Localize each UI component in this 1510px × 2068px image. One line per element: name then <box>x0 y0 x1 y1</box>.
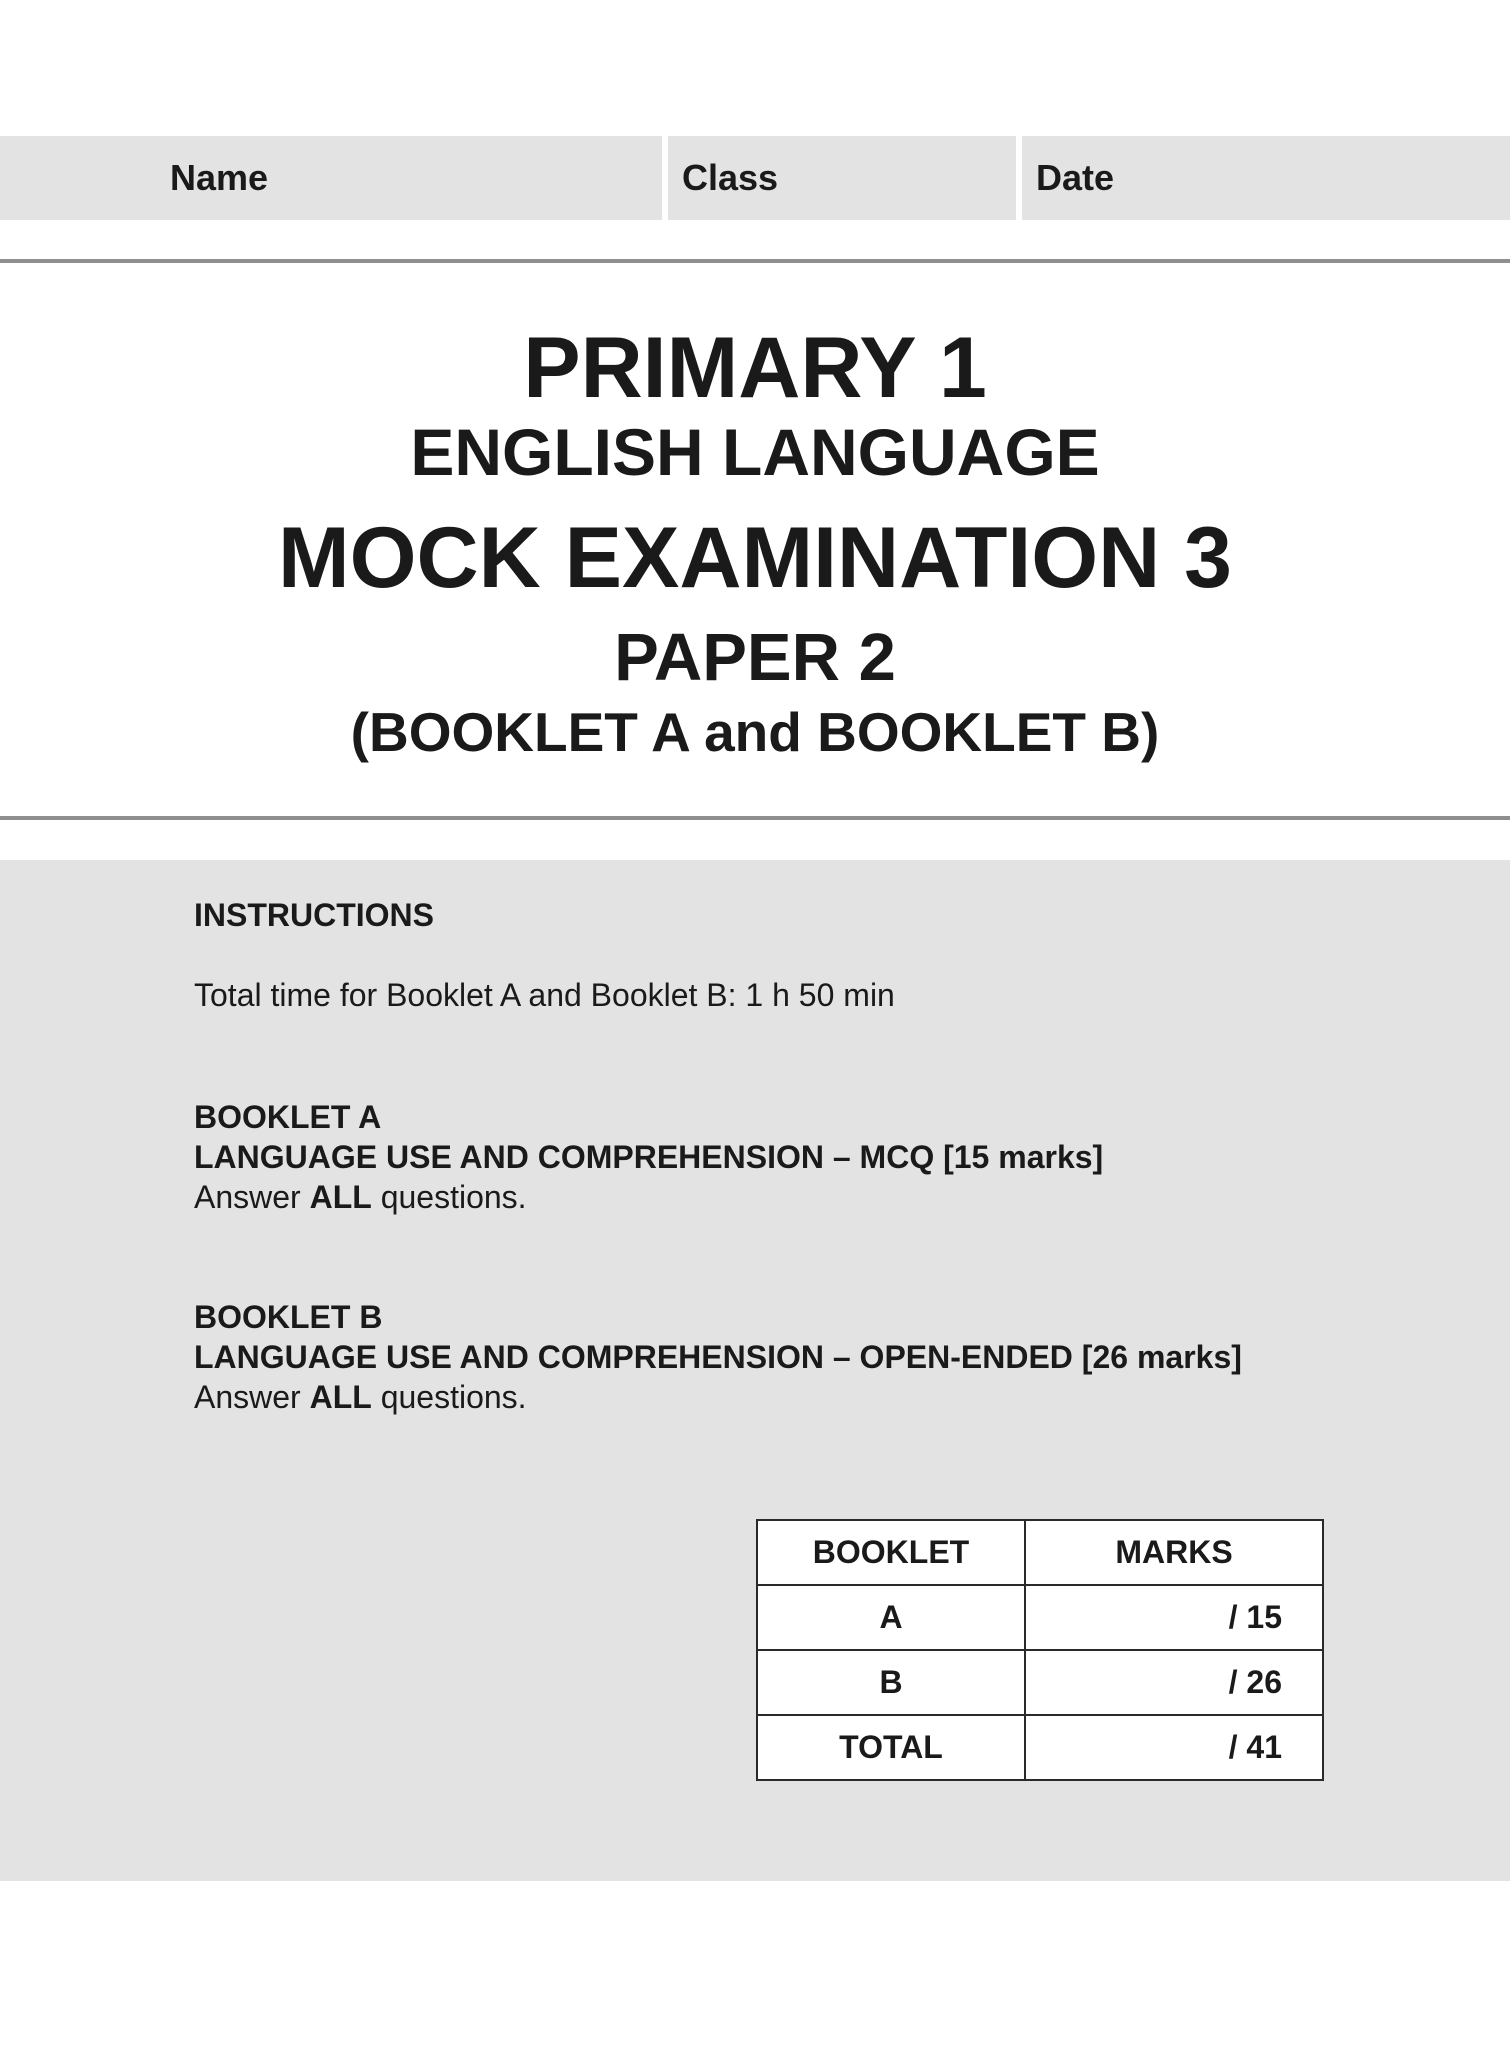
date-field[interactable] <box>1022 136 1510 220</box>
header-marks: MARKS <box>1025 1520 1323 1585</box>
name-label: Name <box>170 157 269 198</box>
booklet-b-answer-instruction <box>194 1377 527 1417</box>
marks-cell[interactable]: / 41 <box>1025 1715 1323 1780</box>
marks-cell[interactable]: / 15 <box>1025 1585 1323 1650</box>
date-label: Date <box>1036 157 1115 198</box>
answer-prefix: Answer <box>194 1179 310 1215</box>
header-booklet: BOOKLET <box>757 1520 1025 1585</box>
booklet-cell: B <box>757 1650 1025 1715</box>
booklets-subtitle: (BOOKLET A and BOOKLET B) <box>350 701 1160 763</box>
name-field[interactable] <box>0 136 662 220</box>
student-info-header <box>0 136 1510 220</box>
booklet-cell: A <box>757 1585 1025 1650</box>
subject-title: ENGLISH LANGUAGE <box>410 415 1100 489</box>
answer-prefix: Answer <box>194 1379 310 1415</box>
class-field[interactable] <box>668 136 1016 220</box>
table-row <box>757 1585 1323 1650</box>
class-label: Class <box>682 157 779 198</box>
table-row <box>757 1715 1323 1780</box>
answer-emphasis: ALL <box>309 1379 372 1415</box>
paper-title: PAPER 2 <box>614 620 896 695</box>
total-time-text: Total time for Booklet A and Booklet B: 1 h 50 min <box>194 977 895 1013</box>
booklet-b-title: BOOKLET B <box>194 1299 383 1335</box>
booklet-b-description: LANGUAGE USE AND COMPREHENSION – OPEN-ENDED [26 marks] <box>194 1339 1242 1375</box>
booklet-a-answer-instruction <box>194 1177 527 1217</box>
marks-cell[interactable]: / 26 <box>1025 1650 1323 1715</box>
booklet-cell: TOTAL <box>757 1715 1025 1780</box>
bottom-divider <box>0 816 1510 820</box>
marks-table <box>756 1519 1324 1781</box>
table-row <box>757 1650 1323 1715</box>
instructions-heading: INSTRUCTIONS <box>194 897 434 933</box>
exam-title: MOCK EXAMINATION 3 <box>278 510 1232 606</box>
answer-suffix: questions. <box>371 1179 527 1215</box>
answer-emphasis: ALL <box>309 1179 372 1215</box>
table-header-row <box>757 1520 1323 1585</box>
booklet-a-description: LANGUAGE USE AND COMPREHENSION – MCQ [15 marks] <box>194 1139 1104 1175</box>
answer-suffix: questions. <box>371 1379 527 1415</box>
level-title: PRIMARY 1 <box>523 320 987 416</box>
top-divider <box>0 259 1510 263</box>
booklet-a-title: BOOKLET A <box>194 1099 382 1135</box>
